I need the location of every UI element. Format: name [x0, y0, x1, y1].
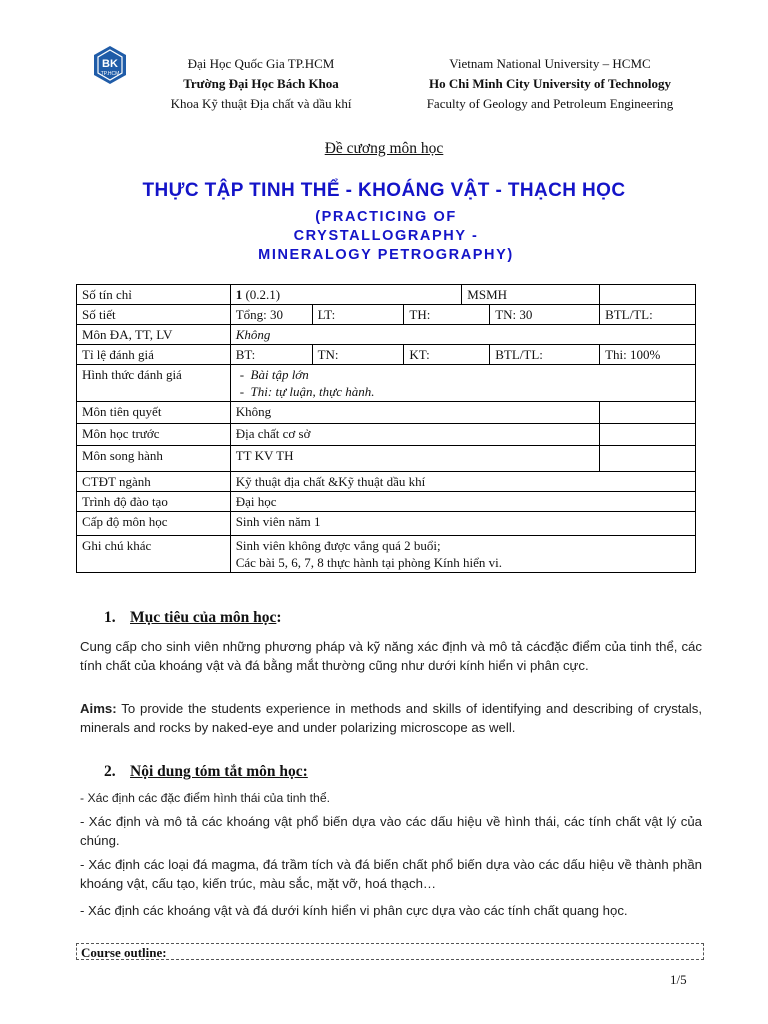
logo-letters: BK	[102, 58, 118, 70]
header-faculty-en: Faculty of Geology and Petroleum Engineering	[426, 96, 674, 111]
project-label: Môn ĐA, TT, LV	[77, 325, 231, 345]
level-value: Đại học	[230, 492, 695, 512]
table-row	[77, 492, 696, 512]
logo-sub: TP.HCM	[100, 71, 120, 77]
before-value: Địa chất cơ sở	[230, 424, 599, 446]
msmh-value	[600, 285, 696, 305]
periods-btl: BTL/TL:	[600, 305, 696, 325]
table-row	[77, 365, 696, 402]
section-2-item: - Xác định và mô tả các khoáng vật phổ biến dựa vào các dấu hiệu về hình thái, các tính chất vật lý của chúng.	[80, 814, 702, 848]
prereq-value: Không	[230, 402, 599, 424]
periods-total: Tổng: 30	[230, 305, 312, 325]
section-2-heading: 2. Nội dung tóm tắt môn học:	[104, 763, 308, 780]
table-row	[77, 536, 696, 573]
page-number: 1/5	[670, 972, 687, 987]
university-logo	[92, 45, 128, 85]
prereq-empty	[600, 402, 696, 424]
msmh-label: MSMH	[462, 285, 600, 305]
header-school-en: Ho Chi Minh City University of Technology	[429, 76, 671, 91]
course-title: THỰC TẬP TINH THỂ - KHOÁNG VẬT - THẠCH HỌC	[142, 180, 626, 201]
form-label: Hình thức đánh giá	[77, 365, 231, 402]
form-item: Bài tập lớn	[250, 367, 309, 382]
grading-bt: BT:	[230, 345, 312, 365]
level-label: Trình độ đào tạo	[77, 492, 231, 512]
course-info-table	[76, 284, 696, 573]
before-label: Môn học trước	[77, 424, 231, 446]
header-faculty: Khoa Kỹ thuật Địa chất và dầu khí	[170, 96, 352, 111]
grading-thi: Thi: 100%	[600, 345, 696, 365]
section-2-item: - Xác định các đặc điểm hình thái của tinh thể.	[80, 791, 330, 805]
table-row	[77, 472, 696, 492]
header-university-en: Vietnam National University – HCMC	[449, 56, 651, 71]
parallel-value: TT KV TH	[230, 446, 599, 472]
periods-tn: TN: 30	[490, 305, 600, 325]
table-row	[77, 512, 696, 536]
table-row	[77, 325, 696, 345]
program-value: Kỹ thuật địa chất &Kỹ thuật dầu khí	[230, 472, 695, 492]
periods-th: TH:	[404, 305, 490, 325]
document-title: Đề cương môn học	[324, 140, 444, 157]
program-label: CTĐT ngành	[77, 472, 231, 492]
form-item: Thi: tự luận, thực hành.	[250, 384, 375, 399]
credits-label: Số tín chỉ	[77, 285, 231, 305]
table-row	[77, 446, 696, 472]
grading-btl: BTL/TL:	[490, 345, 600, 365]
table-row	[77, 345, 696, 365]
prereq-label: Môn tiên quyết	[77, 402, 231, 424]
header-right	[390, 54, 710, 114]
project-value: Không	[230, 325, 695, 345]
periods-lt: LT:	[312, 305, 404, 325]
section-2-item: - Xác định các khoáng vật và đá dưới kính hiển vi phân cực dựa vào các tính chất quang học.	[80, 903, 628, 918]
notes-label: Ghi chú khác	[77, 536, 231, 573]
table-row	[77, 424, 696, 446]
credits-value: 1 (0.2.1)	[230, 285, 462, 305]
parallel-empty	[600, 446, 696, 472]
periods-label: Số tiết	[77, 305, 231, 325]
header-university: Đại Học Quốc Gia TP.HCM	[187, 56, 335, 71]
course-level-value: Sinh viên năm 1	[230, 512, 695, 536]
course-outline-label: Course outline:	[76, 943, 704, 960]
parallel-label: Môn song hành	[77, 446, 231, 472]
notes-value: Sinh viên không được vắng quá 2 buổi; Các bài 5, 6, 7, 8 thực hành tại phòng Kính hiển vi.	[230, 536, 695, 573]
header-school: Trường Đại Học Bách Khoa	[183, 76, 339, 91]
section-2-item: - Xác định các loại đá magma, đá trầm tích và đá biến chất phổ biến dựa vào các dấu hiệu về thành phần khoáng vật, cấu tạo, kiến trúc, màu sắc, mặt vỡ, hoá thạch…	[80, 857, 702, 891]
section-1-heading: 1. Mục tiêu của môn học:	[104, 609, 282, 626]
form-items: - Bài tập lớn - Thi: tự luận, thực hành.	[230, 365, 695, 402]
table-row	[77, 402, 696, 424]
header-left	[130, 54, 392, 114]
course-level-label: Cấp độ môn học	[77, 512, 231, 536]
before-empty	[600, 424, 696, 446]
grading-tn: TN:	[312, 345, 404, 365]
grading-kt: KT:	[404, 345, 490, 365]
section-1-vi-text: Cung cấp cho sinh viên những phương pháp và kỹ năng xác định và mô tả cácđặc điểm của tinh thể, các tính chất của khoáng vật và đá bằng mắt thường cũng như dưới kính hiển vi phân cực.	[80, 639, 702, 673]
table-row	[77, 305, 696, 325]
course-title-en: (PRACTICING OF CRYSTALLOGRAPHY - MINERALOGY PETROGRAPHY)	[258, 209, 514, 263]
section-1-aims: Aims: To provide the students experience in methods and skills of identifying and describing of crystals, minerals and rocks by naked-eye and under polarizing microscope as well.	[80, 701, 702, 735]
table-row	[77, 285, 696, 305]
grading-label: Tỉ lệ đánh giá	[77, 345, 231, 365]
